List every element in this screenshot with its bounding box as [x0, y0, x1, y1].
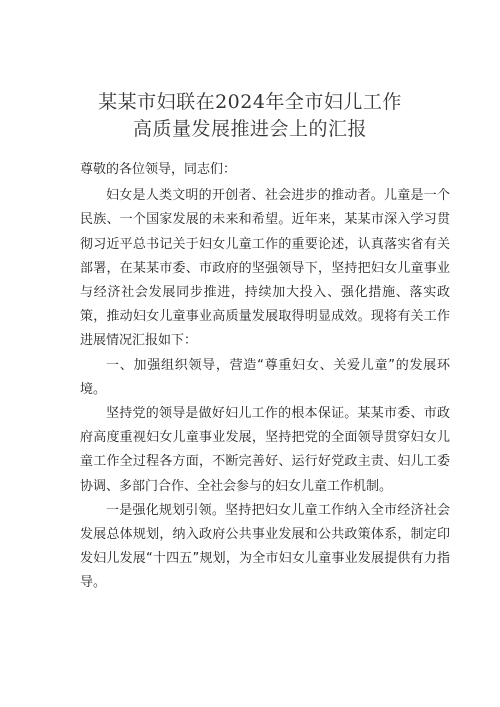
section-heading-1: 一、加强组织领导，营造“尊重妇女、关爱儿童”的发展环境。: [80, 357, 450, 397]
paragraph-party-leadership: 坚持党的领导是做好妇儿工作的根本保证。某某市委、市政府高度重视妇女儿童事业发展，坚持把党的全面领导贯穿妇女儿童工作全过程各方面，不断完善好、运行好党政主责、妇儿工委协调、多部门合作、全社会参与的妇女儿童工作机制。: [80, 406, 450, 494]
document-title-line-2: 高质量发展推进会上的汇报: [132, 118, 367, 140]
salutation: 尊敬的各位领导，同志们：: [80, 162, 237, 177]
paragraph-intro: 妇女是人类文明的开创者、社会进步的推动者。儿童是一个民族、一个国家发展的未来和希望。近年来，某某市深入学习贯彻习近平总书记关于妇女儿童工作的重要论述，认真落实省有关部署，在某某市委、市政府的坚强领导下，坚持把妇女儿童事业与经济社会发展同步推进，持续加大投入、强化措施、落实政策，推动妇女儿童事业高质量发展取得明显成效。现将有关工作进展情况汇报如下：: [80, 188, 450, 349]
document-title-line-1: 某某市妇联在2024年全市妇儿工作: [98, 91, 402, 113]
document-body: [80, 158, 450, 596]
paragraph-planning: 一是强化规划引领。坚持把妇女儿童工作纳入全市经济社会发展总体规划，纳入政府公共事业发展和公共政策体系，制定印发妇儿发展“十四五”规划，为全市妇女儿童事业发展提供有力指导。: [80, 502, 450, 591]
